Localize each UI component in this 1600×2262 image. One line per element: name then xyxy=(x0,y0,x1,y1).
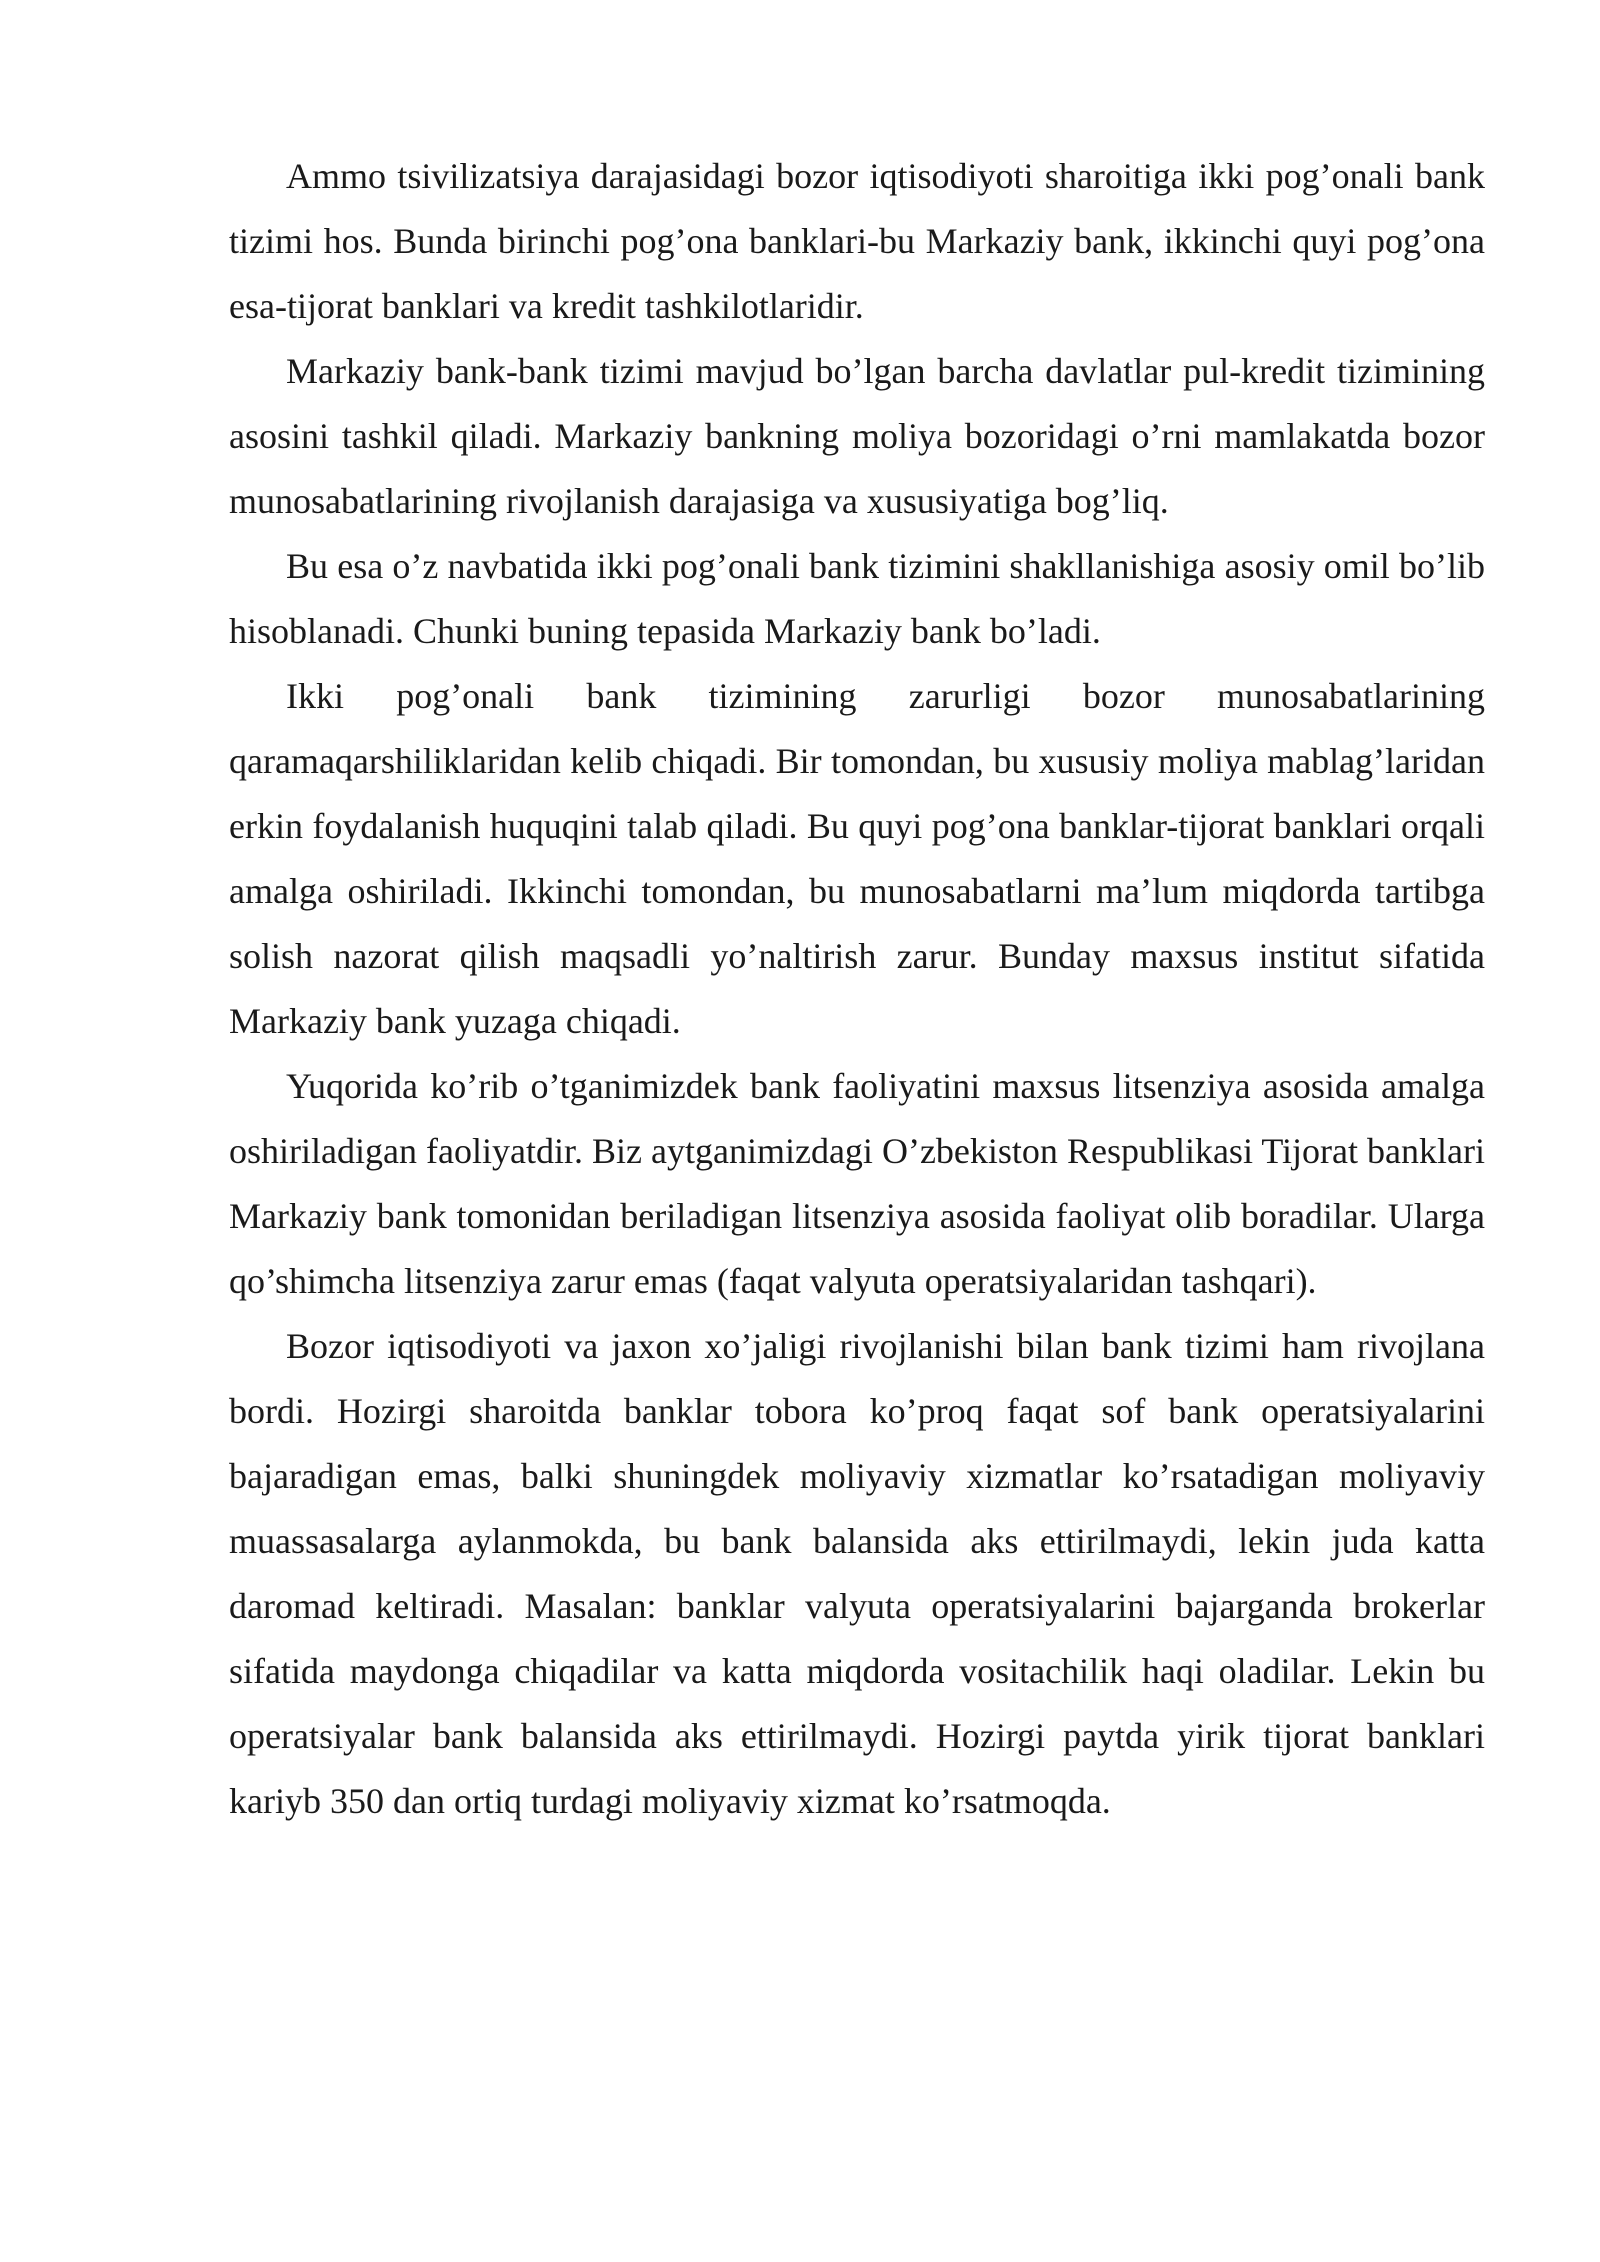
paragraph: Markaziy bank-bank tizimi mavjud bo’lgan barcha davlatlar pul-kredit tizimining asosini tashkil qiladi. Markaziy bankning moliya bozoridagi o’rni mamlakatda bozor munosabatlarining rivojlanish darajasiga va xususiyatiga bog’liq. xyxy=(229,351,1485,521)
paragraph: Ikki pog’onali bank tizimining zarurligi bozor munosabatlarining qaramaqarshiliklaridan kelib chiqadi. Bir tomondan, bu xususiy moliya mablag’laridan erkin foydalanish huquqini talab qiladi. Bu quyi pog’ona banklar-tijorat banklari orqali amalga oshiriladi. Ikkinchi tomondan, bu munosabatlarni ma’lum miqdorda tartibga solish nazorat qilish maqsadli yo’naltirish zarur. Bunday maxsus institut sifatida Markaziy bank yuzaga chiqadi. xyxy=(229,676,1485,1041)
paragraph: Ammo tsivilizatsiya darajasidagi bozor iqtisodiyoti sharoitiga ikki pog’onali bank tizimi hos. Bunda birinchi pog’ona banklari-bu Markaziy bank, ikkinchi quyi pog’ona esa-tijorat banklari va kredit tashkilotlaridir. xyxy=(229,156,1485,326)
paragraph: Bozor iqtisodiyoti va jaxon xo’jaligi rivojlanishi bilan bank tizimi ham rivojlana bordi. Hozirgi sharoitda banklar tobora ko’proq faqat sof bank operatsiyalarini bajaradigan emas, balki shuningdek moliyaviy xizmatlar ko’rsatadigan moliyaviy muassasalarga aylanmokda, bu bank balansida aks ettirilmaydi, lekin juda katta daromad keltiradi. Masalan: banklar valyuta operatsiyalarini bajarganda brokerlar sifatida maydonga chiqadilar va katta miqdorda vositachilik haqi oladilar. Lekin bu operatsiyalar bank balansida aks ettirilmaydi. Hozirgi paytda yirik tijorat banklari kariyb 350 dan ortiq turdagi moliyaviy xizmat ko’rsatmoqda. xyxy=(229,1326,1485,1821)
document-body xyxy=(229,144,1485,1834)
paragraph: Bu esa o’z navbatida ikki pog’onali bank tizimini shakllanishiga asosiy omil bo’lib hisoblanadi. Chunki buning tepasida Markaziy bank bo’ladi. xyxy=(229,546,1485,651)
paragraph: Yuqorida ko’rib o’tganimizdek bank faoliyatini maxsus litsenziya asosida amalga oshiriladigan faoliyatdir. Biz aytganimizdagi O’zbekiston Respublikasi Tijorat banklari Markaziy bank tomonidan beriladigan litsenziya asosida faoliyat olib boradilar. Ularga qo’shimcha litsenziya zarur emas (faqat valyuta operatsiyalaridan tashqari). xyxy=(229,1066,1485,1301)
